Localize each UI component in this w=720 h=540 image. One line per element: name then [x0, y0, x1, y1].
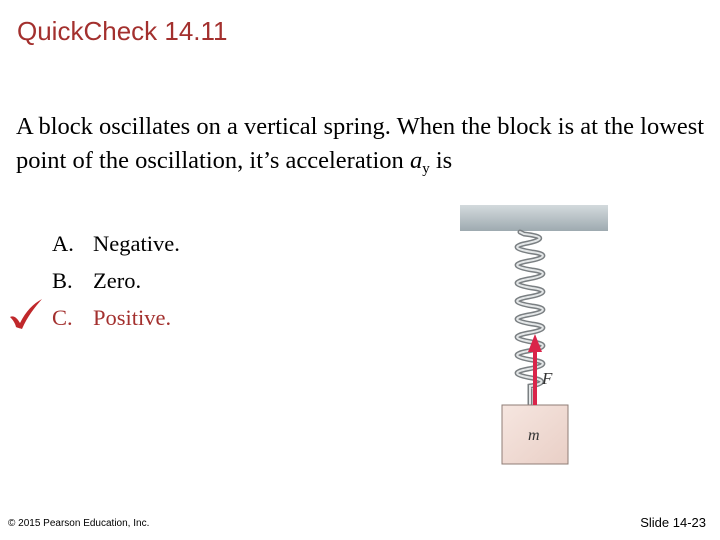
option-b-letter: B. [52, 268, 73, 293]
option-b[interactable] [52, 262, 180, 299]
option-a-text: Negative. [93, 231, 180, 256]
option-b-text: Zero. [93, 268, 142, 293]
checkmark-icon [8, 298, 44, 330]
question-text [16, 110, 706, 186]
acceleration-variable: a [409, 147, 423, 174]
slide-number: Slide 14-23 [640, 515, 706, 530]
force-label: F [542, 369, 553, 388]
acceleration-subscript: y [422, 161, 430, 177]
slide-title: QuickCheck 14.11 [17, 16, 228, 46]
question-text-before: A block oscillates on a vertical spring. When the block is at the lowest point of the oscillation, it’s acceleration [16, 113, 705, 174]
copyright-footer: © 2015 Pearson Education, Inc. [8, 518, 150, 529]
option-c-text: Positive. [93, 305, 172, 330]
spring [517, 232, 543, 404]
option-c[interactable] [52, 299, 180, 336]
option-a[interactable] [52, 225, 180, 262]
spring-block-figure [458, 200, 618, 470]
option-a-letter: A. [52, 231, 74, 256]
question-text-after: is [429, 147, 453, 174]
ceiling [460, 205, 608, 231]
answer-options [52, 225, 180, 336]
mass-label: m [528, 427, 540, 444]
option-c-letter: C. [52, 305, 73, 330]
